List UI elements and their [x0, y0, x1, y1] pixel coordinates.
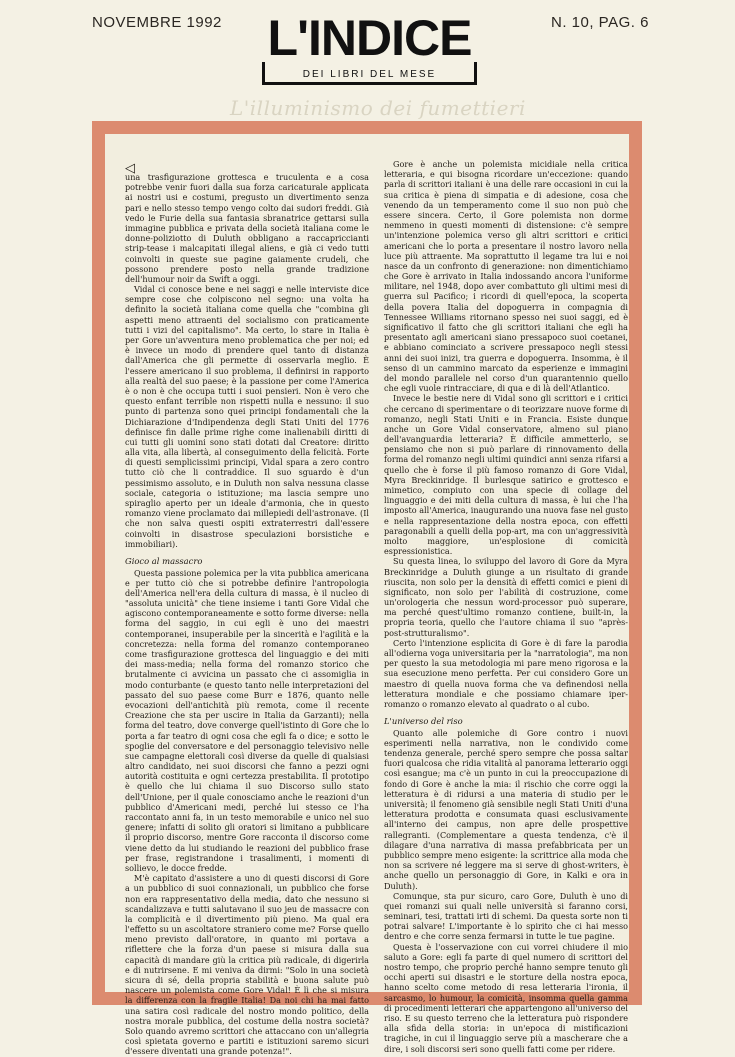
section-heading: Gioco al massacro	[125, 555, 203, 566]
paragraph: Questa è l'osservazione con cui vorrei chiudere il mio saluto a Gore: egli fa parte di quel numero di scrittori del nostro tempo, che proprio perché hanno sempre tenuto gli occhi aperti sui disastri e le storture della nostra epoca, hanno scelto come metodo di resa letteraria l'ironia, il sarcasmo, lo humour, la comicità, insomma quella gamma di procedimenti letterari che appartengono all'universo del riso. E su questo terreno che la letteratura può rispondere alla sfida della storia: in un'epoca di mistificazioni tragiche, in cui il linguaggio serve più a mascherare che a dire, i soli discorsi seri sono quelli fatti come per ridere.	[384, 941, 628, 1054]
paragraph: una trasfigurazione grottesca e truculenta e a cosa potrebbe venir fuori dalla sua forza caricaturale applicata ai nostri usi e costumi, pregusto un divertimento senza pari e nello stesso tempo vengo colto dai sudori freddi. Già vedo le Furie della sua fantasia sbranatrice gettarsi sulla immagine pubblica e privata della società italiana come le donne-poliziotto di Duluth obbligano a raccapriccianti strip-tease i malcapitati illegal aliens, e già ci vedo tutti coinvolti in queste sue pagine gaiamente crudeli, che possono prendere posto nella grande tradizione dell'humour noir da Swift a oggi.	[125, 172, 369, 284]
article-frame	[92, 121, 642, 1057]
paragraph: Quanto alle polemiche di Gore contro i nuovi esperimenti nella narrativa, non le condivido come tendenza generale, perché spero sempre che possa saltar fuori qualcosa che ridia vitalità al panorama letterario oggi così esangue; ma c'è un punto in cui la preoccupazione di fondo di Gore è anche la mia: il rischio che corre oggi la letteratura è di ridursi a una materia di studio per le università; il fenomeno già sensibile negli Stati Uniti d'una letteratura prodotta e consumata quasi esclusivamente all'interno dei campus, non apre delle prospettive rallegranti. (Complementare a questa tendenza, c'è il dilagare d'una narrativa di massa prefabbricata per un pubblico sempre meno esigente: la scrittrice alla moda che non sa scrivere né leggere ma si serve di ghost-writers, è anche quello un personaggio di Gore, in Kalki e ora in Duluth).	[384, 727, 628, 891]
section-heading: L'universo del riso	[384, 716, 463, 727]
paragraph: Comunque, sta pur sicuro, caro Gore, Duluth è uno di quei romanzi sui quali nelle università si faranno corsi, seminari, tesi, trattati irti di schemi. Da questa sorte non ti potrai salvare! L'importante è lo spirito che ci hai messo dentro e che corre senza fermarsi in tutte le tue pagine.	[384, 890, 628, 942]
paragraph: Gore è anche un polemista micidiale nella critica letteraria, e qui bisogna ricordare un'eccezione: quando parla di scrittori italiani è una delle rare occasioni in cui la sua critica è piena di simpatia e di adesione, cosa che venendo da un temperamento come il suo non può che essere sincera. Certo, il Gore polemista non dorme nemmeno in questi momenti di distensione: c'è sempre un'intenzione polemica verso gli altri scrittori e critici americani che lo porta a presentare il nostro lavoro nella luce più attraente. Ma soprattutto il legame tra lui e noi nasce da un confronto di generazione: non dimentichiamo che Gore è arrivato in Italia indossando ancora l'uniforme militare, nel 1948, dopo aver combattuto gli ultimi mesi di guerra sul Pacifico; i ricordi di quell'epoca, la scoperta della povera Italia del dopoguerra in compagnia di Tennessee Williams ritornano spesso nei suoi saggi, ed è significativo il fatto che gli scrittori italiani che egli ha presentato agli americani siano pressapoco suoi coetanei, e abbiano cominciato a scrivere pressapoco negli stessi anni dei suoi inizi, tra guerra e dopoguerra. Insomma, è il senso di un cammino marcato da esperienze e immagini del mondo parallele nel corso d'un quarantennio quello che egli vuole rintracciare, di qua e di là dell'Atlantico.	[384, 159, 628, 394]
issue-date: NOVEMBRE 1992	[92, 14, 222, 31]
logo-subtitle: DEI LIBRI DEL MESE	[302, 69, 437, 80]
paragraph: M'è capitato d'assistere a uno di questi discorsi di Gore a un pubblico di suoi connazionali, un pubblico che forse non era rappresentativo della media, dato che nessuno si scandalizzava e tutti salutavano il suo jeu de massacre con la complicità e il divertimento più pieno. Ma qual era l'effetto su un ascoltatore straniero come me? Forse quello meno previsto dall'oratore, in quanto mi portava a riflettere che la forza d'un paese si misura dalla sua capacità di mandare giù la critica più radicale, di digerirla e di nutrirsene. E mi veniva da dirmi: "Solo in una società sicura di sé, della propria stabilità e buona salute può nascere un polemista come Gore Vidal! È lì che si misura la differenza con la fragile Italia! Da noi chi ha mai fatto una satira così radicale del nostro mondo politico, della nostra morale pubblica, del costume della nostra società? Solo quando avremo scrittori che attaccano con un'allegria così spietata governo e partiti e istituzioni saremo sicuri d'essere diventati una grande potenza!".	[125, 873, 369, 1057]
paragraph: Su questa linea, lo sviluppo del lavoro di Gore da Myra Breckinridge a Duluth giunge a un risultato di grande riuscita, non solo per la densità di effetti comici e pieni di significato, non solo per l'abilità di costruzione, come un'orologeria che nessun word-processor può superare, ma perché quest'ultimo romanzo contiene, built-in, la propria teoria, quello che l'autore chiama il suo "après-post-strutturalismo".	[384, 556, 628, 638]
continuation-arrow-icon: ◁	[125, 161, 135, 176]
masthead-logo	[262, 12, 477, 82]
paragraph: Certo l'intenzione esplicita di Gore è di fare la parodia all'odierna voga universitaria per la "narratologia", ma non per questo la sua metodologia mi pare meno rigorosa e la sua esecuzione meno perfetta. Per cui considero Gore un maestro di quella nuova forma che va definendosi nella letteratura mondiale e che possiamo chiamare iper-romanzo o romanzo elevato al quadrato o al cubo.	[384, 637, 628, 709]
paragraph: Vidal ci conosce bene e nei saggi e nelle interviste dice sempre cose che colpiscono nel segno: una volta ha definito la società italiana come quella che "combina gli aspetti meno attraenti del socialismo con praticamente tutti i vizi del capitalismo". Ma certo, lo stare in Italia è per Gore un'avventura meno problematica che per noi; ed è invece un modo di prendere quel tanto di distanza dall'America che gli permette di osservarla meglio. È l'essere americano il suo problema, il definirsi in rapporto alla realtà del suo paese; è la passione per come l'America è o non è che occupa tutti i suoi pensieri. Non è vero che questo enfant terrible non rispetti nulla e nessuno: il suo punto di partenza sono quei principi fondamentali che la Dichiarazione d'Indipendenza degli Stati Uniti del 1776 definisce fin dalle prime righe come inalienabili diritti di cui tutti gli uomini sono stati dotati dal Creatore: diritto alla vita, alla libertà, al conseguimento della felicità. Forte di questi semplicissimi principi, Vidal spara a zero contro tutto ciò che li contraddice. Il suo sguardo è d'un pessimismo assoluto, e in Duluth non salva nessuna classe sociale, categoria o istituzione; ma lascia sempre uno spiraglio aperto per un ideale d'armonia, che in questo romanzo viene proclamato dai millepiedi dell'astronave. (Il che non salva questi ospiti extraterrestri dall'essere coinvolti in disastrose speculazioni borsistiche e immobiliari).	[125, 284, 369, 549]
paragraph: Questa passione polemica per la vita pubblica americana e per tutto ciò che si potrebbe definire l'antropologia dell'America nell'era della cultura di massa, è il nucleo di "assoluta unicità" che tiene insieme i tanti Gore Vidal che agiscono contemporaneamente e sotto forme diverse: nella forma del saggio, in cui egli è uno dei maestri contemporanei, insuperabile per la sincerità e l'agilità e la concretezza: nella forma del romanzo contemporaneo come trasfigurazione grottesca del linguaggio e dei miti dei mass-media; nella forma del romanzo storico che brutalmente ci avvicina un passato che ci assomiglia in modo conturbante (e questo tanto nelle interpretazioni del passato del suo paese come Burr e 1876, quanto nelle evocazioni dell'antichità più remota, come il recente Creazione che sta per uscire in Italia da Garzanti); nella forma del teatro, dove converge quell'istinto di Gore che lo porta a far teatro di ogni cosa che egli fa o dice; e sotto le spoglie del conversatore e del personaggio televisivo nelle sue campagne elettorali così diverse da quelle di qualsiasi altro candidato, nei suoi discorsi che fanno a pezzi ogni autorità costituita e ogni certezza prestabilita. Il prototipo è quello che lui chiama il suo Discorso sullo stato dell'Unione, per il quale conosciamo anche le reazioni d'un pubblico d'Americani medi, perché lui stesso ce l'ha raccontato anni fa, in un testo memorabile e unico nel suo genere; infatti di solito gli oratori si limitano a pubblicare il proprio discorso, mentre Gore racconta il discorso come viene detto da lui studiando le reazioni del pubblico frase per frase, registrandone i trasalimenti, i momenti di sollievo, le docce fredde.	[125, 567, 369, 873]
bleed-through-title: L'illuminismo dei fumettieri	[230, 96, 526, 120]
article-body	[105, 134, 629, 1057]
logo-title: L'INDICE	[267, 10, 472, 66]
left-column	[125, 172, 369, 1057]
right-column	[384, 159, 628, 1054]
issue-page-number: N. 10, PAG. 6	[551, 14, 649, 31]
paragraph: Invece le bestie nere di Vidal sono gli scrittori e i critici che cercano di sperimentare o di teorizzare nuove forme di romanzo, negli Stati Uniti e in Francia. Esiste dunque anche un Gore Vidal conservatore, almeno sul piano dell'avanguardia letteraria? È difficile ammetterlo, se pensiamo che non si può parlare di rinnovamento della forma del romanzo negli ultimi quindici anni senza rifarsi a quello che è forse il più famoso romanzo di Gore Vidal, Myra Breckinridge. Il burlesque satirico e grottesco e mimetico, compiuto con una specie di collage del linguaggio e dei miti della cultura di massa, è lui che l'ha imposto all'America, inaugurando una nuova fase nel gusto e nella rappresentazione della nostra epoca, con effetti paragonabili a quelli della pop-art, ma con un'aggressività molto maggiore, un'esplosione di comicità espressionistica.	[384, 393, 628, 557]
